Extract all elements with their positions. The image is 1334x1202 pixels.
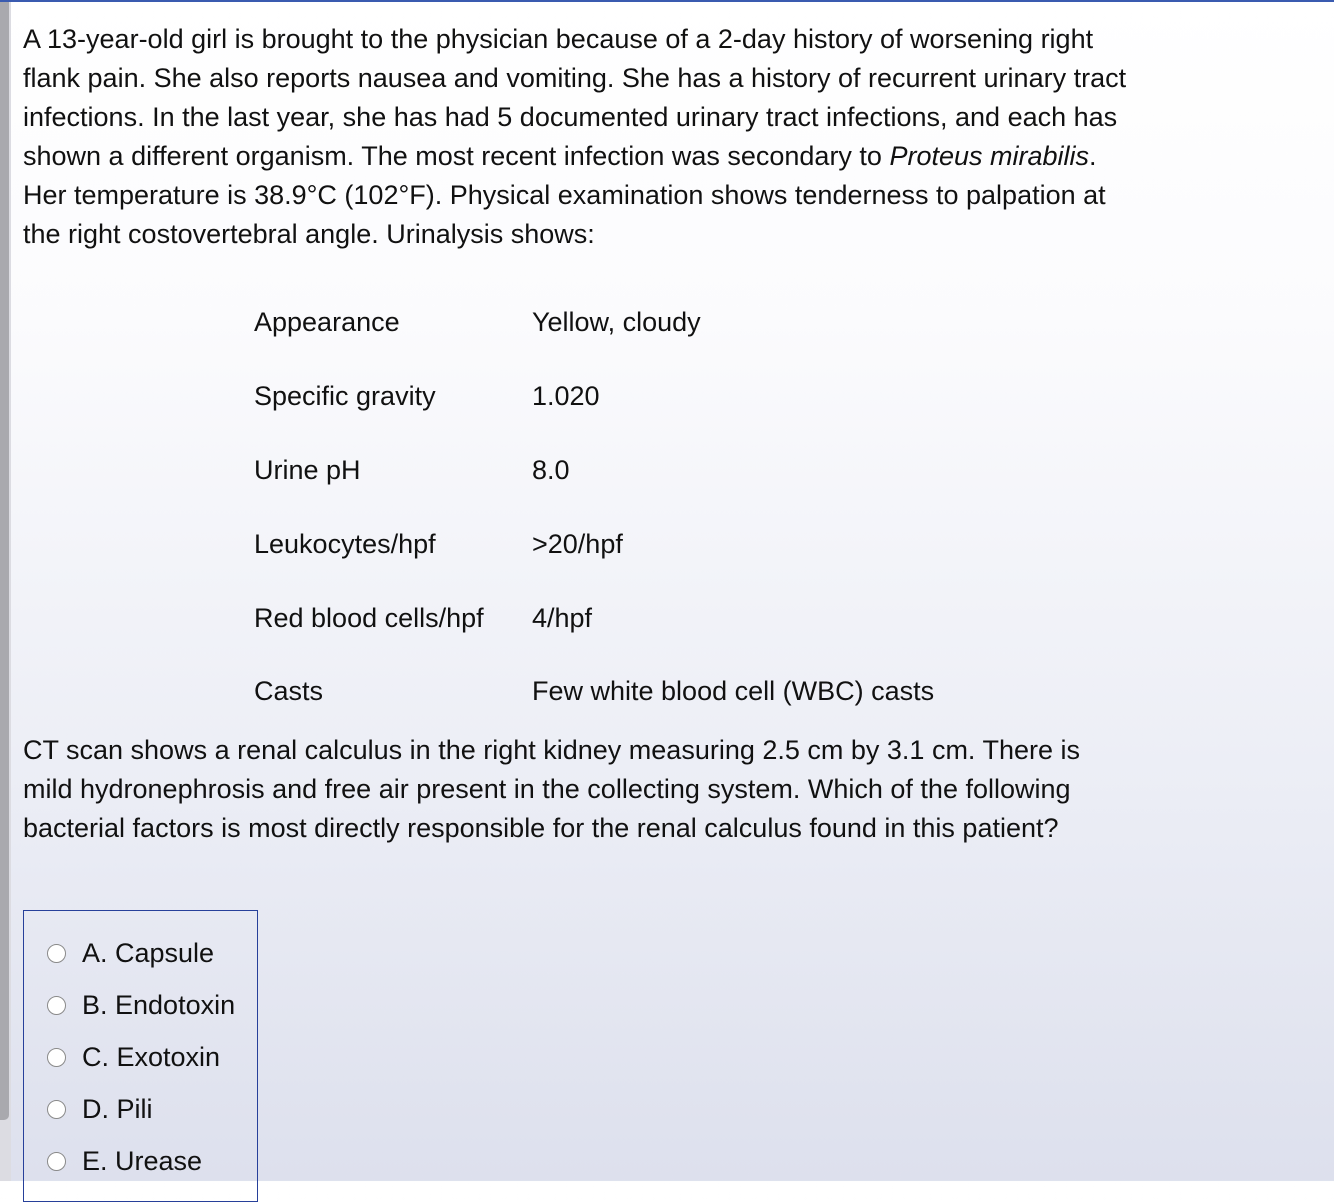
answer-label: C. Exotoxin xyxy=(82,1041,221,1072)
top-border xyxy=(0,0,1334,2)
lab-name: Casts xyxy=(254,676,324,707)
table-row xyxy=(254,655,934,729)
answer-label: E. Urease xyxy=(82,1145,203,1176)
lab-name: Urine pH xyxy=(254,454,361,485)
radio-button[interactable] xyxy=(47,1100,66,1119)
organism-name: Proteus mirabilis xyxy=(889,141,1090,171)
radio-button[interactable] xyxy=(47,996,66,1015)
lab-name: Specific gravity xyxy=(254,381,436,412)
lab-value: 1.020 xyxy=(532,381,600,412)
answer-option-d[interactable] xyxy=(47,1089,153,1129)
lab-value: Yellow, cloudy xyxy=(532,307,701,338)
lab-value: 8.0 xyxy=(532,454,570,485)
scrollbar-thumb[interactable] xyxy=(0,0,9,1120)
answer-label: D. Pili xyxy=(82,1093,153,1124)
stem-text-2: . Her temperature is 38.9°C (102°F). Physical examination shows tenderness to palpation at the right costovertebral angle. Urinalysis shows: xyxy=(23,141,1106,249)
table-row xyxy=(254,286,934,360)
table-row xyxy=(254,581,934,655)
radio-button[interactable] xyxy=(47,944,66,963)
lab-value: Few white blood cell (WBC) casts xyxy=(532,676,935,707)
answer-option-e[interactable] xyxy=(47,1141,202,1181)
stem-text-1: A 13-year-old girl is brought to the physician because of a 2-day history of worsening right flank pain. She also reports nausea and vomiting. She has a history of recurrent urinary tract infections. In the last year, she has had 5 documented urinary tract infections, and each has shown a different organism. The most recent infection was secondary to xyxy=(23,24,1127,171)
lab-name: Red blood cells/hpf xyxy=(254,602,484,633)
lab-name: Appearance xyxy=(254,307,400,338)
urinalysis-table xyxy=(254,286,934,729)
answer-label: B. Endotoxin xyxy=(82,989,236,1020)
answer-option-c[interactable] xyxy=(47,1037,220,1077)
radio-button[interactable] xyxy=(47,1048,66,1067)
table-row xyxy=(254,360,934,434)
lab-name: Leukocytes/hpf xyxy=(254,528,436,559)
answer-label: A. Capsule xyxy=(82,937,215,968)
table-row xyxy=(254,507,934,581)
answer-option-b[interactable] xyxy=(47,985,235,1025)
lab-value: >20/hpf xyxy=(532,528,623,559)
lab-value: 4/hpf xyxy=(532,602,593,633)
radio-button[interactable] xyxy=(47,1152,66,1171)
answer-option-a[interactable] xyxy=(47,933,214,973)
answer-choices-box xyxy=(23,910,258,1202)
question-stem xyxy=(23,20,1143,254)
question-prompt: CT scan shows a renal calculus in the right kidney measuring 2.5 cm by 3.1 cm. There is mild hydronephrosis and free air present in the collecting system. Which of the following bacterial factors is most directly responsible for the renal calculus found in this patient? xyxy=(23,735,1080,843)
table-row xyxy=(254,434,934,508)
